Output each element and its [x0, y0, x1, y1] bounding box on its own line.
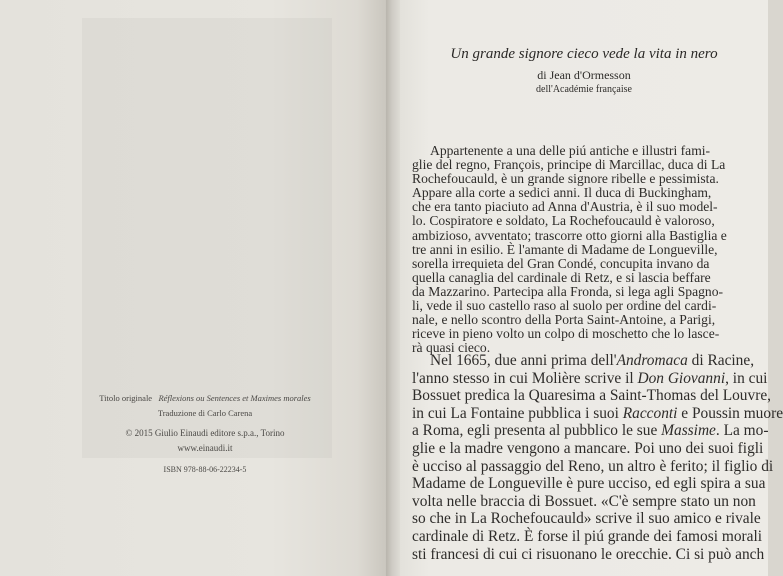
text-segment: lo. Cospiratore e soldato, La Rochefoucauld è valoroso,	[412, 213, 715, 229]
paragraph-2	[412, 352, 783, 563]
text-segment: sti francesi di cui ci risuonano le orecchie. Ci si può anch	[412, 545, 765, 563]
text-segment: l'anno stesso in cui Molière scrive il	[412, 369, 638, 387]
text-segment: , in cui	[725, 369, 768, 387]
text-line	[412, 370, 783, 388]
text-segment: riceve in pieno volto un colpo di moschetto che lo lasce-	[412, 326, 720, 342]
text-line	[412, 405, 783, 423]
original-title: Réflexions ou Sentences et Maximes morales	[158, 393, 311, 403]
text-segment: Rochefoucauld, è un grande signore ribelle e pessimista.	[412, 171, 719, 187]
text-line	[412, 257, 727, 271]
text-segment: rà quasi cieco.	[412, 340, 491, 356]
text-segment: cardinale di Retz. È forse il piú grande dei famosi morali	[412, 527, 763, 545]
text-line	[412, 214, 727, 228]
italic-title: Massime	[661, 422, 716, 440]
text-segment: glie del regno, François, principe di Marcillac, duca di La	[412, 157, 726, 173]
text-line	[412, 186, 727, 200]
author: di Jean d'Ormesson	[537, 68, 631, 82]
text-line	[412, 285, 727, 299]
text-line	[412, 475, 783, 493]
text-segment: quella canaglia del cardinale di Retz, e si lascia beffare	[412, 269, 711, 285]
original-title-line	[80, 393, 330, 403]
text-segment: è ucciso al passaggio del Reno, un altro è ferito; il figlio di	[412, 457, 774, 475]
text-line	[412, 528, 783, 546]
text-line	[412, 493, 783, 511]
text-line	[412, 352, 783, 370]
text-segment: Appartenente a una delle piú antiche e illustri fami-	[430, 143, 711, 158]
text-line	[412, 229, 727, 243]
text-line	[412, 200, 727, 214]
text-line	[412, 271, 727, 285]
author-affiliation: dell'Académie française	[536, 84, 632, 95]
isbn: ISBN 978-88-06-22234-5	[163, 465, 247, 474]
text-line	[412, 158, 727, 172]
text-line	[412, 422, 783, 440]
text-segment: Bossuet predica la Quaresima a Saint-Thomas del Louvre,	[412, 387, 772, 405]
text-line	[412, 313, 727, 327]
text-segment: glie e la madre vengono a mancare. Poi uno dei suoi figli	[412, 439, 764, 457]
left-page	[0, 0, 388, 576]
original-title-label: Titolo originale	[99, 393, 153, 403]
text-line	[412, 440, 783, 458]
show-through-image	[82, 18, 332, 458]
text-segment: Appare alla corte a sedici anni. Il duca di Buckingham,	[412, 185, 712, 201]
text-line	[412, 327, 727, 341]
italic-title: Andromaca	[616, 352, 688, 369]
text-line	[412, 144, 727, 158]
text-line	[412, 172, 727, 186]
text-segment: in cui La Fontaine pubblica i suoi	[412, 404, 623, 422]
text-segment: sorella irrequieta del Gran Condé, concupita invano da	[412, 255, 710, 271]
text-segment: di Racine,	[687, 352, 755, 369]
paragraph-1	[412, 144, 727, 355]
website: www.einaudi.it	[177, 443, 233, 453]
italic-title: Don Giovanni	[637, 369, 726, 387]
text-line	[412, 243, 727, 257]
text-line	[412, 299, 727, 313]
text-line	[412, 387, 783, 405]
text-segment: Nel 1665, due anni prima dell'	[430, 352, 617, 369]
text-segment: tre anni in esilio. È l'amante di Madame de Longueville,	[412, 241, 718, 257]
text-segment: e Poussin muore	[677, 404, 783, 422]
text-segment: che era tanto piaciuto ad Anna d'Austria, è il suo model-	[412, 199, 718, 215]
text-segment: so che in La Rochefoucauld» scrive il suo amico e rivale	[412, 510, 761, 528]
text-segment: volta nelle braccia di Bossuet. «C'è sempre stato un non	[412, 492, 756, 510]
text-segment: a Roma, egli presenta al pubblico le sue	[412, 422, 662, 440]
text-segment: nale, e nello scontro della Porta Saint-Antoine, a Parigi,	[412, 312, 716, 328]
chapter-title: Un grande signore cieco vede la vita in nero	[450, 46, 718, 62]
text-segment: ambizioso, avventato; trascorre otto giorni alla Bastiglia e	[412, 227, 727, 243]
italic-title: Racconti	[622, 404, 678, 422]
translation-credit: Traduzione di Carlo Carena	[157, 408, 253, 418]
right-page	[400, 0, 783, 576]
text-segment: li, vede il suo castello raso al suolo per ordine del cardi-	[412, 298, 717, 314]
text-line	[412, 510, 783, 528]
text-line	[412, 458, 783, 476]
text-segment: Madame de Longueville è pure ucciso, ed egli spira a sua	[412, 475, 766, 493]
text-segment: . La mo-	[715, 422, 769, 440]
text-line	[412, 546, 783, 564]
copyright: © 2015 Giulio Einaudi editore s.p.a., Torino	[125, 428, 285, 438]
text-segment: da Mazzarino. Partecipa alla Fronda, si lega agli Spagno-	[412, 283, 724, 299]
